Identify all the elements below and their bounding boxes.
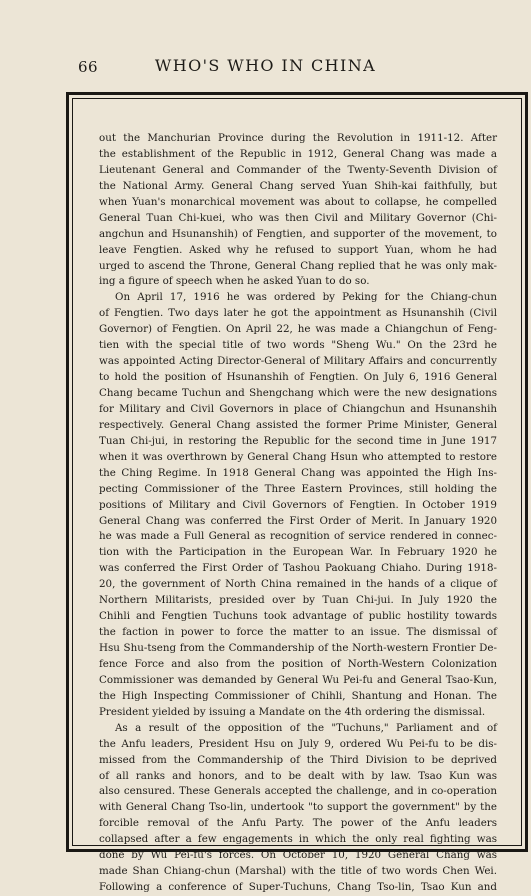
text-line: made Shan Chiang-chun (Marshal) with the title of two words Chen Wei. — [99, 865, 497, 878]
text-line: for Military and Civil Governors in place of Chiangchun and Hsunanshih — [99, 402, 497, 415]
text-line: Chang became Tuchun and Shengchang which were the new designations — [99, 387, 497, 399]
text-line: Commissioner was demanded by General Wu Pei-fu and General Tsao-Kun, — [99, 673, 497, 686]
text-line: done by Wu Pei-fu's forces. On October 10, 1920 General Chang was — [99, 849, 497, 862]
text-line: fence Force and also from the position of North-Western Colonization — [99, 657, 497, 670]
text-line: he was made a Full General as recognition of service rendered in connec- — [99, 530, 497, 543]
text-line: urged to ascend the Throne, General Chang replied that he was only mak- — [99, 259, 497, 272]
text-line: when it was overthrown by General Chang Hsun who attempted to restore — [99, 450, 497, 463]
text-line: Hsu Shu-tseng from the Commandership of the North-western Frontier De- — [99, 642, 497, 654]
text-line: President yielded by issuing a Mandate on the 4th ordering the dismissal. — [99, 705, 486, 718]
text-line: ing a figure of speech when he asked Yuan to do so. — [99, 275, 370, 288]
text-line: General Tuan Chi-kuei, who was then Civil and Military Governor (Chi- — [99, 211, 497, 224]
text-line: tion with the Participation in the European War. In February 1920 he — [99, 546, 497, 559]
page-header — [70, 54, 461, 80]
text-line: tien with the special title of two words "Sheng Wu." On the 23rd he — [99, 339, 497, 352]
text-line: Tuan Chi-jui, in restoring the Republic for the second time in June 1917 — [99, 434, 497, 447]
text-line: the High Inspecting Commissioner of Chihli, Shantung and Honan. The — [99, 689, 497, 702]
text-line: of Fengtien. Two days later he got the appointment as Hsunanshih (Civil — [99, 307, 497, 320]
text-line: On April 17, 1916 he was ordered by Peking for the Chiang-chun — [115, 291, 497, 304]
text-line: Lieutenant General and Commander of the Twenty-Seventh Division of — [99, 163, 497, 176]
page-number: 66 — [78, 58, 99, 76]
text-line: Governor) of Fengtien. On April 22, he was made a Chiangchun of Feng- — [99, 323, 497, 336]
text-line: was appointed Acting Director-General of Military Affairs and concurrently — [99, 355, 497, 368]
text-line: Northern Militarists, presided over by Tuan Chi-jui. In July 1920 the — [99, 594, 497, 607]
text-line: positions of Military and Civil Governors of Fengtien. In October 1919 — [99, 498, 497, 511]
text-line: was conferred the First Order of Tashou Paokuang Chiaho. During 1918- — [99, 562, 497, 575]
text-line: the Anfu leaders, President Hsu on July 9, ordered Wu Pei-fu to be dis- — [99, 737, 497, 750]
text-line: forcible removal of the Anfu Party. The power of the Anfu leaders — [99, 817, 497, 830]
text-line: As a result of the opposition of the "Tuchuns," Parliament and of — [115, 721, 497, 734]
text-line: also censured. These Generals accepted the challenge, and in co-operation — [99, 785, 497, 798]
text-line: the National Army. General Chang served Yuan Shih-kai faithfully, but — [99, 179, 497, 192]
text-line: General Chang was conferred the First Order of Merit. In January 1920 — [99, 514, 497, 527]
text-line: angchun and Hsunanshih) of Fengtien, and supporter of the movement, to — [99, 227, 497, 240]
text-line: of all ranks and honors, and to be dealt with by law. Tsao Kun was — [99, 769, 497, 782]
text-line: leave Fengtien. Asked why he refused to support Yuan, whom he had — [99, 243, 497, 256]
text-line: out the Manchurian Province during the Revolution in 1911-12. After — [99, 132, 497, 144]
running-title: WHO'S WHO IN CHINA — [154, 56, 377, 75]
text-line: pecting Commissioner of the Three Eastern Provinces, still holding the — [99, 482, 497, 495]
text-line: respectively. General Chang assisted the former Prime Minister, General — [99, 418, 497, 431]
text-line: 20, the government of North China remained in the hands of a clique of — [99, 578, 497, 591]
text-line: the faction in power to force the matter to an issue. The dismissal of — [99, 626, 497, 639]
text-line: missed from the Commandership of the Third Division to be deprived — [99, 753, 497, 766]
text-line: the establishment of the Republic in 1912, General Chang was made a — [99, 147, 497, 160]
text-line: with General Chang Tso-lin, undertook "to support the government" by the — [99, 801, 497, 814]
text-line: collapsed after a few engagements in which the only real fighting was — [99, 833, 497, 846]
text-line: to hold the position of Hsunanshih of Fengtien. On July 6, 1916 General — [99, 371, 497, 384]
text-line: when Yuan's monarchical movement was about to collapse, he compelled — [99, 195, 497, 208]
text-line: Following a conference of Super-Tuchuns, Chang Tso-lin, Tsao Kun and — [99, 881, 497, 894]
text-line: Chihli and Fengtien Tuchuns took advantage of public hostility towards — [99, 610, 497, 623]
text-line: the Ching Regime. In 1918 General Chang was appointed the High Ins- — [99, 466, 497, 479]
body-text — [99, 131, 497, 896]
